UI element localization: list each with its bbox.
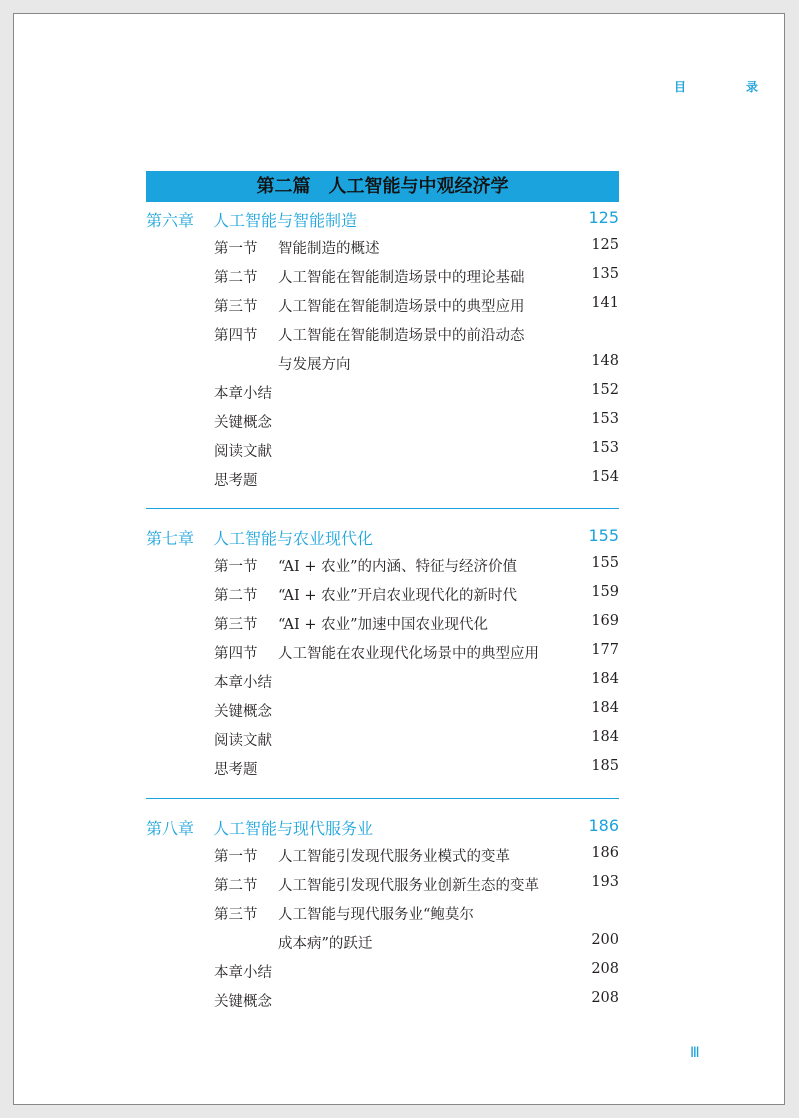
toc-entry[interactable]: [214, 440, 619, 462]
entry-title: 人工智能在智能制造场景中的典型应用: [278, 299, 525, 315]
entry-page-number: 125: [591, 237, 619, 253]
entry-label: 第三节: [214, 299, 258, 315]
chapter-title: 人工智能与智能制造: [213, 211, 358, 230]
chapter-number: 第八章: [146, 819, 195, 838]
entry-page-number: 154: [591, 469, 619, 485]
toc-entry[interactable]: [214, 729, 619, 751]
entry-page-number: 152: [591, 382, 619, 398]
entry-title: 人工智能在农业现代化场景中的典型应用: [278, 646, 539, 662]
entry-page-number: 155: [591, 555, 619, 571]
entry-title: 人工智能在智能制造场景中的理论基础: [278, 270, 525, 286]
entry-page-number: 185: [591, 758, 619, 774]
toc-entry[interactable]: [214, 874, 619, 896]
entry-page-number: 193: [591, 874, 619, 890]
entry-label: 第一节: [214, 849, 258, 865]
entry-title: 与发展方向: [278, 357, 351, 373]
toc-entry[interactable]: [214, 990, 619, 1012]
entry-page-number: 184: [591, 729, 619, 745]
entry-label: 思考题: [214, 762, 258, 778]
entry-page-number: 169: [591, 613, 619, 629]
entry-label: 关键概念: [214, 704, 272, 720]
entry-label: 本章小结: [214, 675, 272, 691]
toc-entry[interactable]: [214, 642, 619, 664]
toc-entry[interactable]: [214, 237, 619, 259]
toc-entry[interactable]: [214, 903, 619, 925]
entry-page-number: 159: [591, 584, 619, 600]
running-header: 目 录: [674, 80, 783, 94]
entry-label: 第四节: [214, 328, 258, 344]
chapter-page-number: 125: [588, 208, 619, 227]
toc-entry[interactable]: [214, 353, 619, 375]
chapter-page-number: 155: [588, 526, 619, 545]
chapter-number: 第六章: [146, 211, 195, 230]
entry-page-number: 208: [591, 990, 619, 1006]
toc-entry[interactable]: [214, 295, 619, 317]
entry-title: 人工智能引发现代服务业模式的变革: [278, 849, 510, 865]
toc-entry[interactable]: [214, 382, 619, 404]
entry-label: 第二节: [214, 878, 258, 894]
entry-label: 第三节: [214, 617, 258, 633]
entry-page-number: 184: [591, 671, 619, 687]
entry-title: 成本病”的跃迁: [278, 936, 373, 952]
entry-page-number: 153: [591, 411, 619, 427]
chapter-divider: [146, 798, 619, 799]
chapter-heading[interactable]: [146, 526, 619, 548]
entry-label: 第一节: [214, 241, 258, 257]
toc-entry[interactable]: [214, 411, 619, 433]
entry-label: 第一节: [214, 559, 258, 575]
toc-entry[interactable]: [214, 671, 619, 693]
toc-page: [13, 13, 785, 1105]
toc-entry[interactable]: [214, 555, 619, 577]
entry-label: 第三节: [214, 907, 258, 923]
entry-page-number: 153: [591, 440, 619, 456]
entry-label: 第二节: [214, 588, 258, 604]
toc-entry[interactable]: [214, 613, 619, 635]
toc-entry[interactable]: [214, 469, 619, 491]
chapter-page-number: 186: [588, 816, 619, 835]
entry-label: 本章小结: [214, 386, 272, 402]
toc-entry[interactable]: [214, 324, 619, 346]
entry-title: 人工智能引发现代服务业创新生态的变革: [278, 878, 539, 894]
entry-label: 关键概念: [214, 994, 272, 1010]
entry-title: 人工智能与现代服务业“鲍莫尔: [278, 907, 474, 923]
chapter-heading[interactable]: [146, 816, 619, 838]
entry-page-number: 200: [591, 932, 619, 948]
chapter-number: 第七章: [146, 529, 195, 548]
entry-label: 第二节: [214, 270, 258, 286]
entry-page-number: 148: [591, 353, 619, 369]
entry-title: “AI + 农业”的内涵、特征与经济价值: [278, 559, 518, 575]
toc-entry[interactable]: [214, 584, 619, 606]
toc-entry[interactable]: [214, 700, 619, 722]
chapter-title: 人工智能与现代服务业: [213, 819, 374, 838]
chapter-divider: [146, 508, 619, 509]
toc-entry[interactable]: [214, 758, 619, 780]
page-number: Ⅲ: [690, 1045, 699, 1061]
toc-entry[interactable]: [214, 932, 619, 954]
entry-page-number: 184: [591, 700, 619, 716]
entry-title: 人工智能在智能制造场景中的前沿动态: [278, 328, 525, 344]
chapter-title: 人工智能与农业现代化: [213, 529, 374, 548]
part-title-bar: 第二篇 人工智能与中观经济学: [146, 171, 619, 202]
entry-label: 关键概念: [214, 415, 272, 431]
entry-title: “AI + 农业”开启农业现代化的新时代: [278, 588, 518, 604]
entry-label: 第四节: [214, 646, 258, 662]
chapter-heading[interactable]: [146, 208, 619, 230]
toc-entry[interactable]: [214, 961, 619, 983]
entry-label: 阅读文献: [214, 444, 272, 460]
entry-page-number: 177: [591, 642, 619, 658]
entry-label: 思考题: [214, 473, 258, 489]
entry-title: “AI + 农业”加速中国农业现代化: [278, 617, 489, 633]
entry-page-number: 141: [591, 295, 619, 311]
entry-page-number: 208: [591, 961, 619, 977]
toc-entry[interactable]: [214, 845, 619, 867]
entry-page-number: 186: [591, 845, 619, 861]
entry-page-number: 135: [591, 266, 619, 282]
toc-entry[interactable]: [214, 266, 619, 288]
entry-title: 智能制造的概述: [278, 241, 380, 257]
entry-label: 本章小结: [214, 965, 272, 981]
entry-label: 阅读文献: [214, 733, 272, 749]
